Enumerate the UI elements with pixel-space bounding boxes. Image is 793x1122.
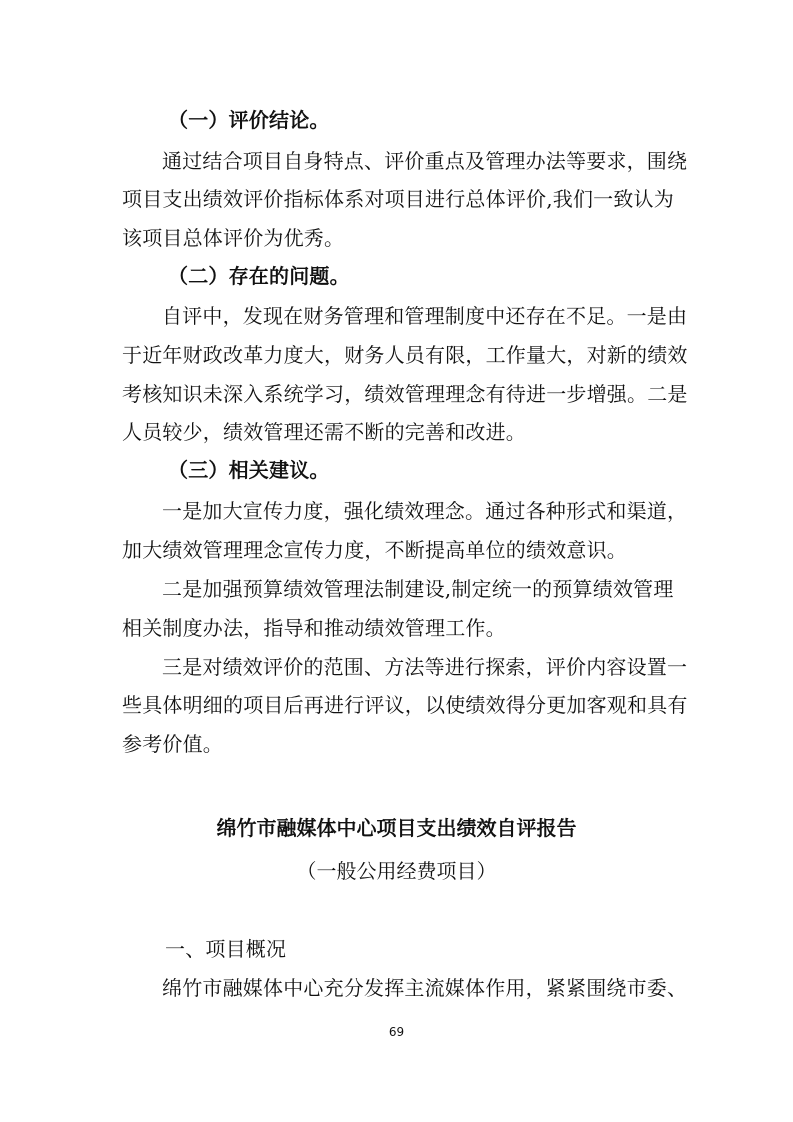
paragraph-line: 考核知识未深入系统学习，绩效管理理念有待进一步增强。二是 (122, 382, 688, 406)
paragraph-line: 通过结合项目自身特点、评价重点及管理办法等要求，围绕 (162, 149, 688, 173)
paragraph-line: 该项目总体评价为优秀。 (122, 226, 345, 250)
paragraph-line: 三是对绩效评价的范围、方法等进行探索，评价内容设置一 (162, 655, 688, 679)
paragraph-line: 些具体明细的项目后再进行评议，以使绩效得分更加客观和具有 (122, 693, 688, 717)
paragraph-line: 绵竹市融媒体中心充分发挥主流媒体作用，紧紧围绕市委、 (162, 976, 688, 1000)
heading-evaluation-conclusion: （一）评价结论。 (168, 108, 330, 132)
paragraph-line: 项目支出绩效评价指标体系对项目进行总体评价,我们一致认为 (122, 187, 674, 211)
paragraph-line: 人员较少，绩效管理还需不断的完善和改进。 (122, 420, 526, 444)
section-heading-project-overview: 一、项目概况 (165, 937, 287, 961)
page-number: 69 (388, 1025, 405, 1039)
heading-related-suggestions: （三）相关建议。 (168, 458, 330, 482)
report-subtitle: （一般公用经费项目） (296, 859, 497, 883)
paragraph-line: 于近年财政改革力度大，财务人员有限，工作量大，对新的绩效 (122, 343, 688, 367)
paragraph-line: 自评中，发现在财务管理和管理制度中还存在不足。一是由 (162, 304, 688, 328)
paragraph-line: 二是加强预算绩效管理法制建设,制定统一的预算绩效管理 (162, 577, 674, 601)
paragraph-line: 加大绩效管理理念宣传力度，不断提高单位的绩效意识。 (122, 538, 627, 562)
heading-existing-problems: （二）存在的问题。 (168, 264, 350, 288)
paragraph-line: 相关制度办法，指导和推动绩效管理工作。 (122, 616, 506, 640)
paragraph-line: 一是加大宣传力度，强化绩效理念。通过各种形式和渠道， (162, 499, 688, 523)
report-title: 绵竹市融媒体中心项目支出绩效自评报告 (216, 816, 577, 840)
paragraph-line: 参考价值。 (122, 732, 223, 756)
